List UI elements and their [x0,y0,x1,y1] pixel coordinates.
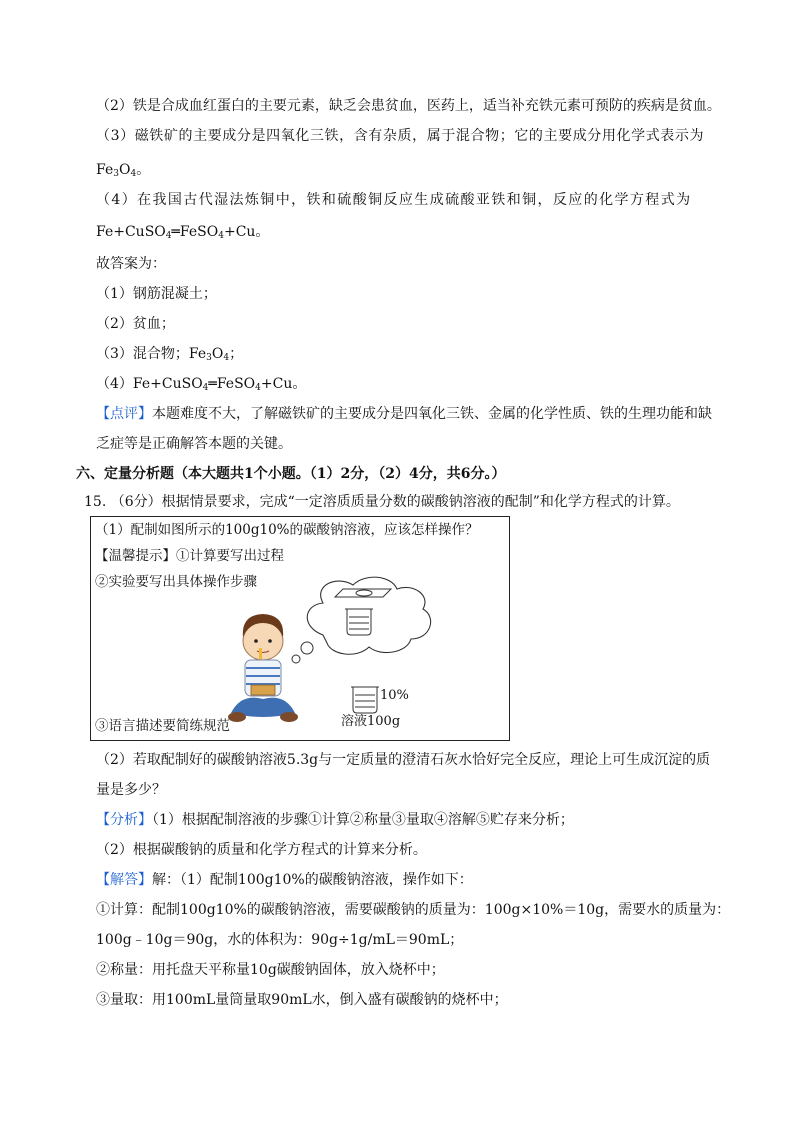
subscript: 3 [113,169,119,179]
solution-beaker-icon [351,687,379,713]
subscript: 4 [165,231,172,241]
formula-line [96,160,150,180]
formula-part: O [118,162,131,178]
text-line: ②称量：用托盘天平称量10g碳酸钠固体，放入烧杯中； [96,962,445,978]
text-line: ③量取：用100mL量筒量取90mL水，倒入盛有碳酸钠的烧杯中； [96,992,508,1008]
analysis-tag: 【分析】 [96,812,152,828]
text-line: 故答案为： [96,256,166,272]
text-line: （4）在我国古代湿法炼铜中，铁和硫酸铜反应生成硫酸亚铁和铜，反应的化学方程式为 [96,192,692,208]
formula-part: Fe [96,162,114,178]
text-line: （2）铁是合成血红蛋白的主要元素，缺乏会患贫血，医药上，适当补充铁元素可预防的疾病是贫血。 [96,98,721,114]
box-tip-line: 【温馨提示】①计算要写出过程 [95,548,284,564]
box-tip-line: ③语言描述要简练规范 [95,718,230,734]
comment-tag: 【点评】 [96,406,152,422]
subscript: 3 [206,353,212,363]
analysis-text: （1）根据配制溶液的步骤①计算②称量③量取④溶解⑤贮存来分析； [152,812,574,828]
concentration-label: 10% [380,688,409,703]
text-line: （2）根据碳酸钠的质量和化学方程式的计算来分析。 [96,842,427,858]
question-15: 15. （6分）根据情景要求，完成“一定溶质质量分数的碳酸钠溶液的配制”和化学方程式的计算。 [84,494,680,510]
equation-line [96,222,269,242]
formula-part: Fe+CuSO [96,224,166,240]
text-line: （1）钢筋混凝土； [96,286,217,302]
boy-figure [228,614,298,722]
formula-line [96,344,243,364]
formula-part: （4）Fe+CuSO [96,376,203,392]
box-tip-line: ②实验要写出具体操作步骤 [95,574,257,590]
scenario-box [90,516,510,741]
beaker-icon [345,609,373,635]
box-text-line: （1）配制如图所示的100g10%的碳酸钠溶液，应该怎样操作？ [95,522,479,538]
formula-part: ═FeSO [208,376,256,392]
subscript: 4 [223,353,230,363]
formula-part: +Cu。 [223,224,270,240]
scenario-illustration [91,517,511,742]
text-line: （3）磁铁矿的主要成分是四氧化三铁，含有杂质，属于混合物；它的主要成分用化学式表示为 [96,128,705,144]
text-line: 量是多少？ [96,782,166,798]
comment-line [96,404,712,424]
formula-part: （3）混合物；Fe [96,346,207,362]
formula-part: ； [229,346,244,362]
equation-line [96,374,306,394]
solution-mass-label: 溶液100g [341,714,401,729]
text-line: （2）若取配制好的碳酸钠溶液5.3g与一定质量的澄清石灰水恰好完全反应，理论上可生成沉淀的质 [96,752,711,768]
comment-text: 本题难度不大，了解磁铁矿的主要成分是四氧化三铁、金属的化学性质、铁的生理功能和缺 [152,406,712,422]
subscript: 4 [130,169,137,179]
answer-tag: 【解答】 [96,872,152,888]
text-line: 100g﹣10g＝90g，水的体积为：90g÷1g/mL＝90mL； [96,932,464,948]
subscript: 4 [202,383,209,393]
subscript: 4 [255,383,261,393]
text-line: 乏症等是正确解答本题的关键。 [96,436,292,452]
text-line: ①计算：配制100g10%的碳酸钠溶液，需要碳酸钠的质量为：100g×10%＝10g，需要水的质量为： [96,902,731,918]
balance-icon [335,589,391,597]
subscript: 4 [218,231,224,241]
formula-part: +Cu。 [260,376,307,392]
answer-line [96,870,473,890]
formula-part: ═FeSO [171,224,219,240]
formula-part: O [211,346,224,362]
section-title: 六、定量分析题（本大题共1个小题。（1）2分，（2）4分，共6分。） [76,466,506,482]
answer-text: 解：（1）配制100g10%的碳酸钠溶液，操作如下： [152,872,473,888]
analysis-line [96,810,574,830]
text-line: （2）贫血； [96,316,175,332]
formula-part: 。 [136,162,151,178]
